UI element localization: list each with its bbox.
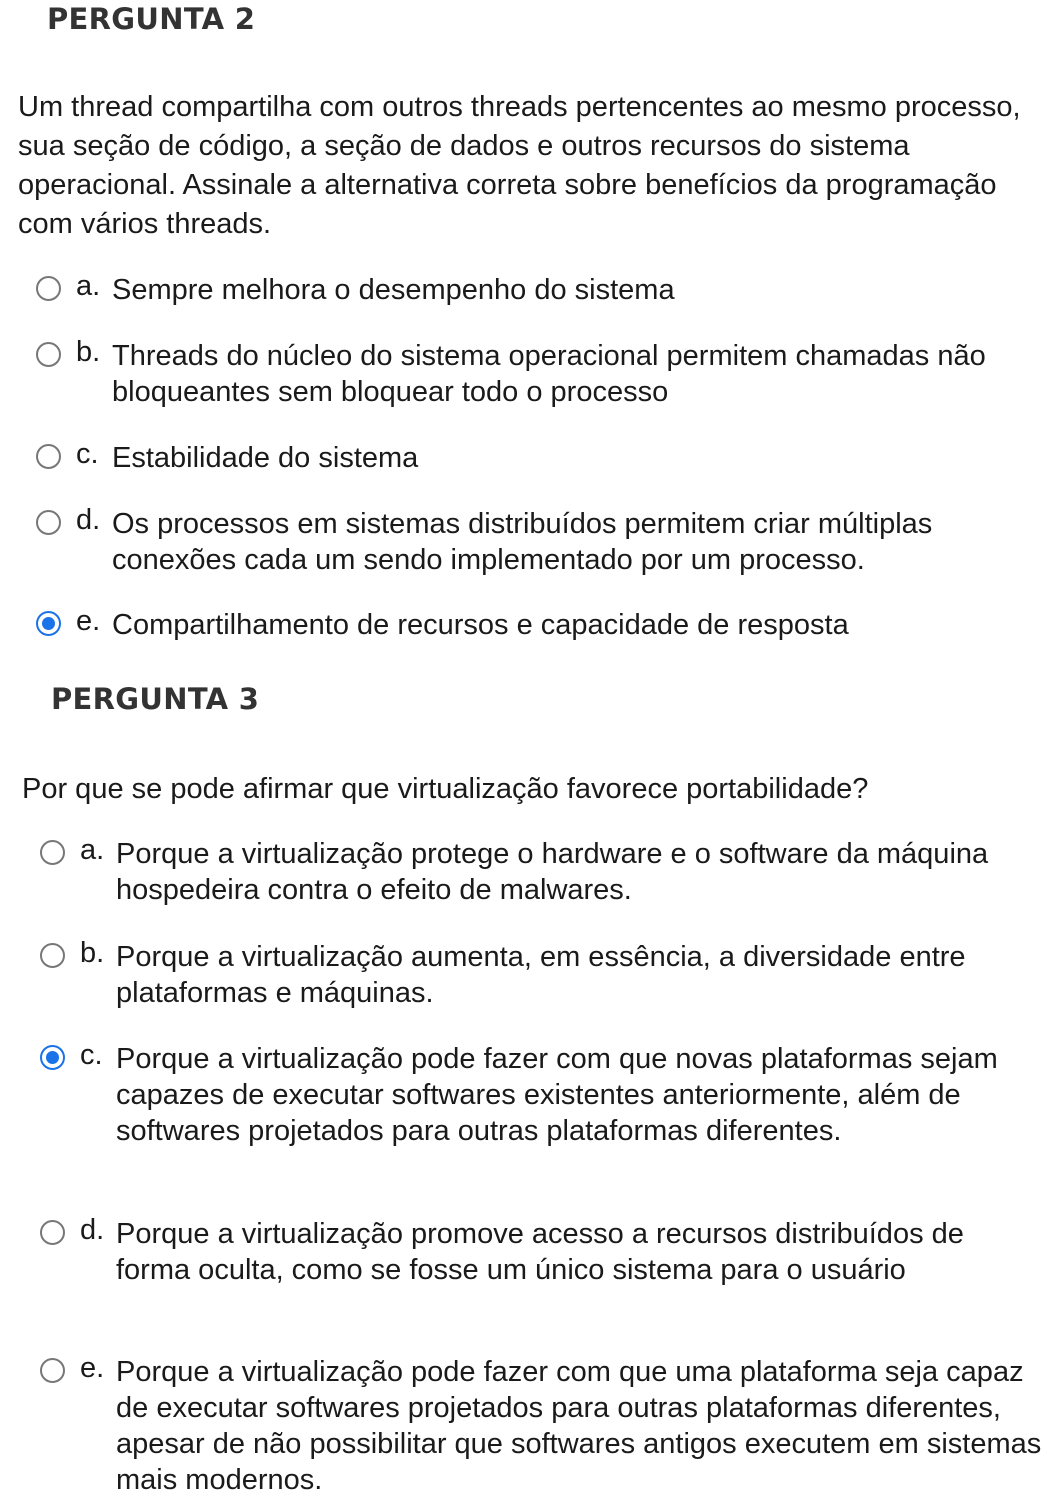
radio-button-unchecked[interactable] <box>36 276 61 301</box>
option-letter: a. <box>76 270 101 302</box>
q2-option-b[interactable] <box>36 338 1036 410</box>
option-letter: d. <box>76 504 101 536</box>
option-letter: e. <box>80 1352 105 1384</box>
radio-button-unchecked[interactable] <box>36 444 61 469</box>
option-text: Porque a virtualização pode fazer com que novas plataformas sejam capazes de executar softwares existentes anteriormente, além de softwares projetados para outras plataformas diferentes. <box>116 1043 998 1147</box>
option-letter: b. <box>76 336 101 368</box>
radio-button-unchecked[interactable] <box>40 943 65 968</box>
radio-button-unchecked[interactable] <box>40 840 65 865</box>
radio-button-unchecked[interactable] <box>36 342 61 367</box>
radio-button-checked[interactable] <box>36 611 61 636</box>
q3-option-c[interactable] <box>40 1041 1040 1149</box>
option-letter: c. <box>76 438 99 470</box>
q3-option-a[interactable] <box>40 836 1040 908</box>
radio-button-unchecked[interactable] <box>40 1220 65 1245</box>
q2-option-e[interactable] <box>36 607 1036 643</box>
q3-option-d[interactable] <box>40 1216 1040 1288</box>
q2-option-c[interactable] <box>36 440 1036 476</box>
radio-button-unchecked[interactable] <box>36 510 61 535</box>
radio-button-unchecked[interactable] <box>40 1358 65 1383</box>
question-3-title: PERGUNTA 3 <box>51 682 260 716</box>
option-text: Threads do núcleo do sistema operacional permitem chamadas não bloqueantes sem bloquear todo o processo <box>112 340 986 408</box>
option-text: Porque a virtualização promove acesso a recursos distribuídos de forma oculta, como se fosse um único sistema para o usuário <box>116 1218 964 1286</box>
question-2-title: PERGUNTA 2 <box>47 2 256 36</box>
option-letter: e. <box>76 605 101 637</box>
option-text: Porque a virtualização protege o hardware e o software da máquina hospedeira contra o efeito de malwares. <box>116 838 989 906</box>
option-text: Porque a virtualização aumenta, em essência, a diversidade entre plataformas e máquinas. <box>116 941 966 1009</box>
question-3-text: Por que se pode afirmar que virtualização favorece portabilidade? <box>22 773 869 805</box>
option-letter: d. <box>80 1214 105 1246</box>
radio-button-checked[interactable] <box>40 1045 65 1070</box>
question-2-text: Um thread compartilha com outros threads pertencentes ao mesmo processo, sua seção de código, a seção de dados e outros recursos do sistema operacional. Assinale a alternativa correta sobre benefícios da programação com vários threads. <box>18 91 1021 240</box>
q3-option-b[interactable] <box>40 939 1040 1011</box>
option-text: Porque a virtualização pode fazer com que uma plataforma seja capaz de executar softwares projetados para outras plataformas diferentes, apesar de não possibilitar que softwares antigos executem em sistemas mais modernos. <box>116 1356 1042 1496</box>
option-text: Estabilidade do sistema <box>112 442 419 474</box>
option-letter: b. <box>80 937 105 969</box>
option-text: Sempre melhora o desempenho do sistema <box>112 274 675 306</box>
option-letter: a. <box>80 834 105 866</box>
option-text: Os processos em sistemas distribuídos permitem criar múltiplas conexões cada um sendo implementado por um processo. <box>112 508 933 576</box>
q3-option-e[interactable] <box>40 1354 1045 1498</box>
option-letter: c. <box>80 1039 103 1071</box>
q2-option-a[interactable] <box>36 272 1036 308</box>
option-text: Compartilhamento de recursos e capacidade de resposta <box>112 609 849 641</box>
q2-option-d[interactable] <box>36 506 1036 578</box>
